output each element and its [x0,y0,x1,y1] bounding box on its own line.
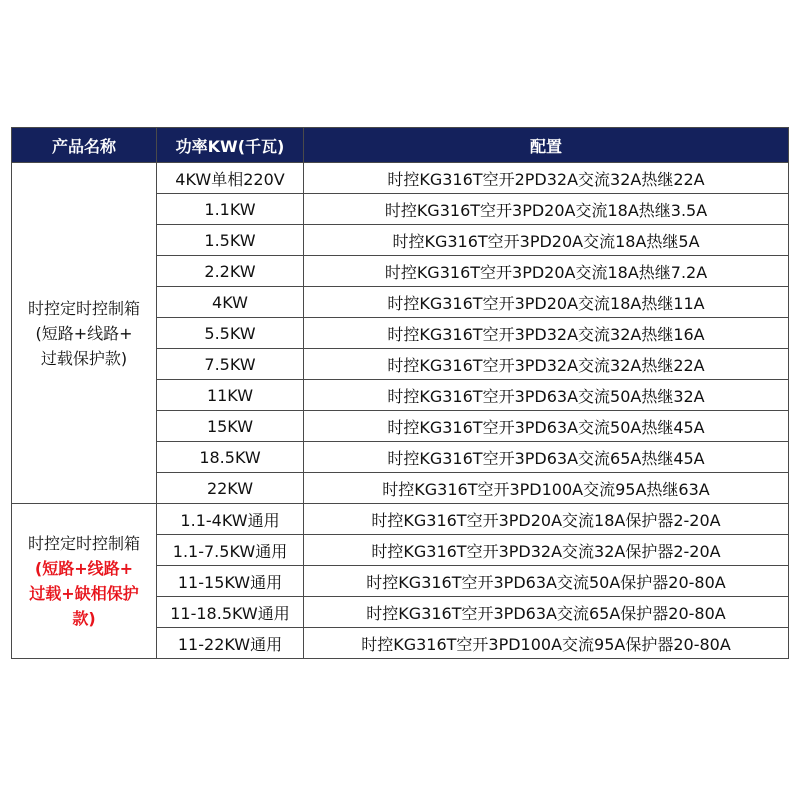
product-name-line: 时控定时控制箱 [27,298,140,318]
power-cell: 11-22KW通用 [157,628,304,659]
table-row [12,163,789,194]
product-protection-note: (短路+线路+ [34,559,134,578]
config-cell: 时控KG316T空开3PD63A交流50A热继45A [304,411,789,442]
table-body [12,163,789,659]
power-cell: 4KW单相220V [157,163,304,194]
table-row [12,504,789,535]
power-cell: 2.2KW [157,256,304,287]
product-name-line: 时控定时控制箱 [27,534,140,553]
header-product-name: 产品名称 [12,128,157,163]
config-cell: 时控KG316T空开3PD63A交流50A保护器20-80A [304,566,789,597]
product-name-line: 过载保护款) [40,348,128,368]
config-cell: 时控KG316T空开3PD20A交流18A热继5A [304,225,789,256]
config-cell: 时控KG316T空开3PD20A交流18A热继7.2A [304,256,789,287]
power-cell: 1.1-7.5KW通用 [157,535,304,566]
power-cell: 1.5KW [157,225,304,256]
product-protection-note: 款) [72,609,96,628]
config-cell: 时控KG316T空开3PD20A交流18A热继3.5A [304,194,789,225]
power-cell: 4KW [157,287,304,318]
power-cell: 18.5KW [157,442,304,473]
config-cell: 时控KG316T空开3PD100A交流95A热继63A [304,473,789,504]
config-cell: 时控KG316T空开3PD32A交流32A保护器2-20A [304,535,789,566]
config-cell: 时控KG316T空开3PD20A交流18A热继11A [304,287,789,318]
config-cell: 时控KG316T空开3PD63A交流65A热继45A [304,442,789,473]
product-name-line: (短路+线路+ [35,323,133,343]
table-header [12,128,789,163]
power-cell: 15KW [157,411,304,442]
config-cell: 时控KG316T空开3PD63A交流65A保护器20-80A [304,597,789,628]
power-cell: 11-15KW通用 [157,566,304,597]
header-config: 配置 [304,128,789,163]
power-cell: 1.1-4KW通用 [157,504,304,535]
config-cell: 时控KG316T空开3PD32A交流32A热继16A [304,318,789,349]
power-cell: 11KW [157,380,304,411]
header-row [12,128,789,163]
config-cell: 时控KG316T空开3PD20A交流18A保护器2-20A [304,504,789,535]
power-cell: 11-18.5KW通用 [157,597,304,628]
config-cell: 时控KG316T空开3PD32A交流32A热继22A [304,349,789,380]
config-cell: 时控KG316T空开3PD63A交流50A热继32A [304,380,789,411]
spec-table [11,127,789,659]
header-power: 功率KW(千瓦) [157,128,304,163]
power-cell: 5.5KW [157,318,304,349]
config-cell: 时控KG316T空开2PD32A交流32A热继22A [304,163,789,194]
power-cell: 7.5KW [157,349,304,380]
power-cell: 22KW [157,473,304,504]
product-protection-note: 过载+缺相保护 [29,584,139,603]
product-name-cell [12,504,157,659]
product-name-cell [12,163,157,504]
power-cell: 1.1KW [157,194,304,225]
config-cell: 时控KG316T空开3PD100A交流95A保护器20-80A [304,628,789,659]
